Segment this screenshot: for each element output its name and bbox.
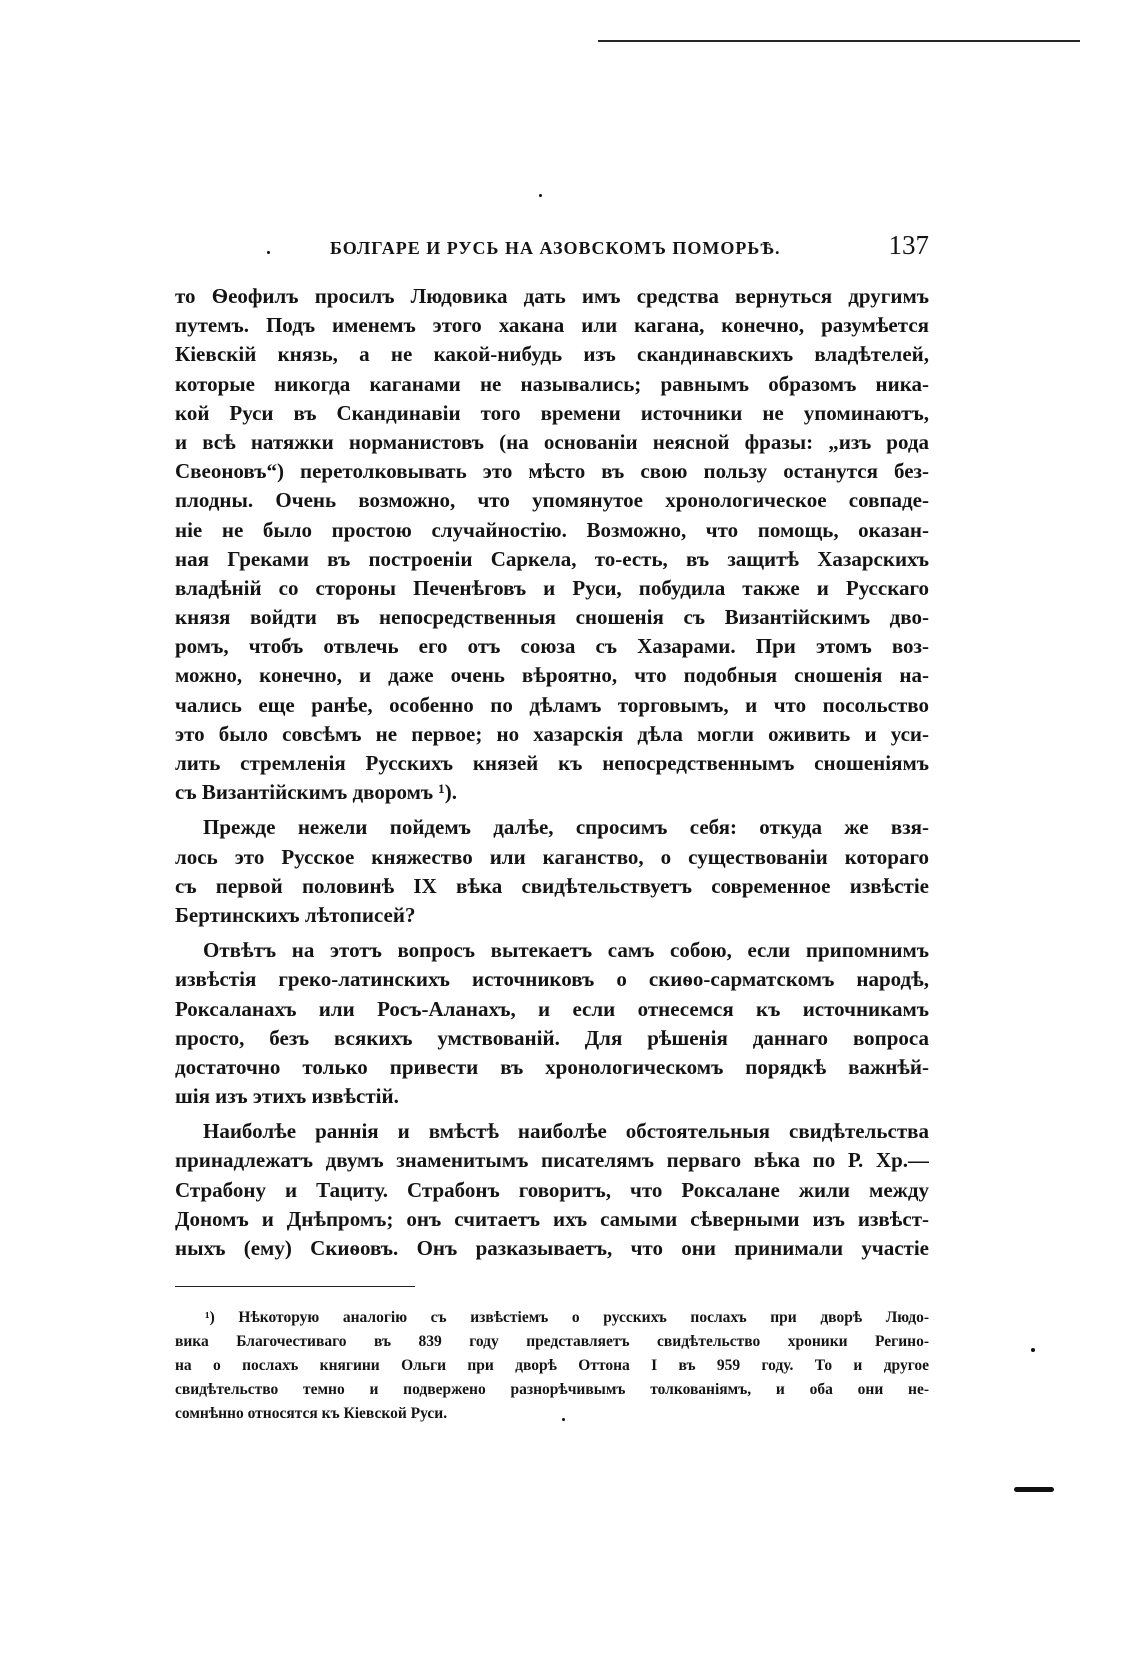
scan-speck [267,251,270,254]
text-line: ромъ, чтобъ отвлечь его отъ союза съ Хазарами. При этомъ воз- [175,634,929,659]
footnote [175,1306,929,1426]
page-number: 137 [888,230,929,260]
margin-dash [1014,1487,1054,1492]
text-line: можно, конечно, и даже очень вѣроятно, что подобныя сношенія на- [175,663,929,688]
text-line: чались еще ранѣе, особенно по дѣламъ торговымъ, и что посольство [175,692,929,717]
footnote-rule [175,1286,415,1287]
text-line: лось это Русское княжество или каганство, о существованіи котораго [175,844,929,869]
text-line: съ Византійскимъ дворомъ ¹). [175,780,457,805]
text-line: просто, безъ всякихъ умствованій. Для рѣшенія даннаго вопроса [175,1025,929,1050]
footnote-line: свидѣтельство темно и подвержено разнорѣчивымъ толкованіямъ, и оба они не- [175,1381,929,1398]
footnote-line: на о послахъ княгини Ольги при дворѣ Оттона I въ 959 году. То и другое [175,1357,929,1374]
text-line: ныхъ (ему) Скиѳовъ. Онъ разказываетъ, что они принимали участіе [175,1236,929,1260]
text-line: Отвѣтъ на этотъ вопросъ вытекаетъ самъ собою, если припомнимъ [203,938,929,963]
text-line: Прежде нежели пойдемъ далѣе, спросимъ себя: откуда же взя- [203,815,929,840]
page-header [175,230,929,270]
text-line: шія изъ этихъ извѣстій. [175,1084,399,1109]
top-rule [598,40,1080,42]
text-line: которые никогда каганами не называлиcь; равнымъ образомъ ника- [175,371,929,396]
paragraph-1 [175,282,929,807]
text-line: ніе не было простою случайностію. Возможно, что помощь, оказан- [175,517,929,542]
text-line: достаточно только привести въ хронологическомъ порядкѣ важнѣй- [175,1054,929,1079]
body-text [175,282,929,1263]
text-line: Роксаланахъ или Росъ-Аланахъ, и если отнесемся къ источникамъ [175,996,929,1021]
text-line: Дономъ и Днѣпромъ; онъ считаетъ ихъ самыми сѣверными изъ извѣст- [175,1206,929,1231]
paragraph-4 [175,1117,929,1263]
paragraph-3 [175,936,929,1111]
running-head: БОЛГАРЕ И РУСЬ НА АЗОВСКОМЪ ПОМОРЬѢ. [330,238,781,258]
paragraph-2 [175,813,929,930]
text-line: плодны. Очень возможно, что упомянутое хронологическое совпаде- [175,488,929,513]
scan-speck [539,194,542,197]
text-line: владѣній со стороны Печенѣговъ и Руси, побудила также и Русскаго [175,575,929,600]
text-line: путемъ. Подъ именемъ этого хакана или кагана, конечно, разумѣется [175,313,929,338]
text-line: то Ѳеофилъ просилъ Людовика дать имъ средства вернуться другимъ [175,284,929,308]
text-line: извѣстія греко-латинскихъ источниковъ о скиѳо-сарматскомъ народѣ, [175,967,929,992]
text-line: Кіевскій князь, а не какой-нибудь изъ скандинавскихъ владѣтелей, [175,342,929,367]
text-line: кой Руси въ Скандинавіи того времени источники не упоминаютъ, [175,400,929,425]
scan-speck [1031,1348,1035,1352]
text-line: съ первой половинѣ IX вѣка свидѣтельствуетъ современное извѣстіе [175,873,929,898]
text-line: Наиболѣе раннія и вмѣстѣ наиболѣе обстоятельныя свидѣтельства [203,1119,929,1144]
footnote-line: ¹) Нѣкоторую аналогію съ извѣстіемъ о русскихъ послахъ при дворѣ Людо- [205,1309,929,1326]
scan-speck [562,1418,565,1421]
text-line: князя войдти въ непосредственныя сношенія съ Византійскимъ дво- [175,605,929,630]
text-line: Страбону и Тациту. Страбонъ говоритъ, что Роксалане жили между [175,1177,929,1202]
text-line: ная Греками въ построеніи Саркела, то-есть, въ защитѣ Хазарскихъ [175,546,929,571]
text-line: Бертинскихъ лѣтописей? [175,902,416,927]
text-line: лить стремленія Русскихъ князей къ непосредственнымъ сношеніямъ [175,751,929,775]
footnote-line: сомнѣнно относятся къ Кіевской Руси. [175,1405,448,1422]
text-line: это было совсѣмъ не первое; но хазарскія дѣла могли оживить и уси- [175,721,929,746]
footnote-line: вика Благочестиваго въ 839 году представляетъ свидѣтельство хроники Регино- [175,1333,929,1350]
text-line: и всѣ натяжки норманистовъ (на основаніи неясной фразы: „изъ рода [175,429,929,454]
text-line: принадлежатъ двумъ знаменитымъ писателямъ перваго вѣка по Р. Хр.— [175,1148,929,1173]
text-line: Свеоновъ“) перетолковывать это мѣсто въ свою пользу останутся без- [175,459,929,484]
